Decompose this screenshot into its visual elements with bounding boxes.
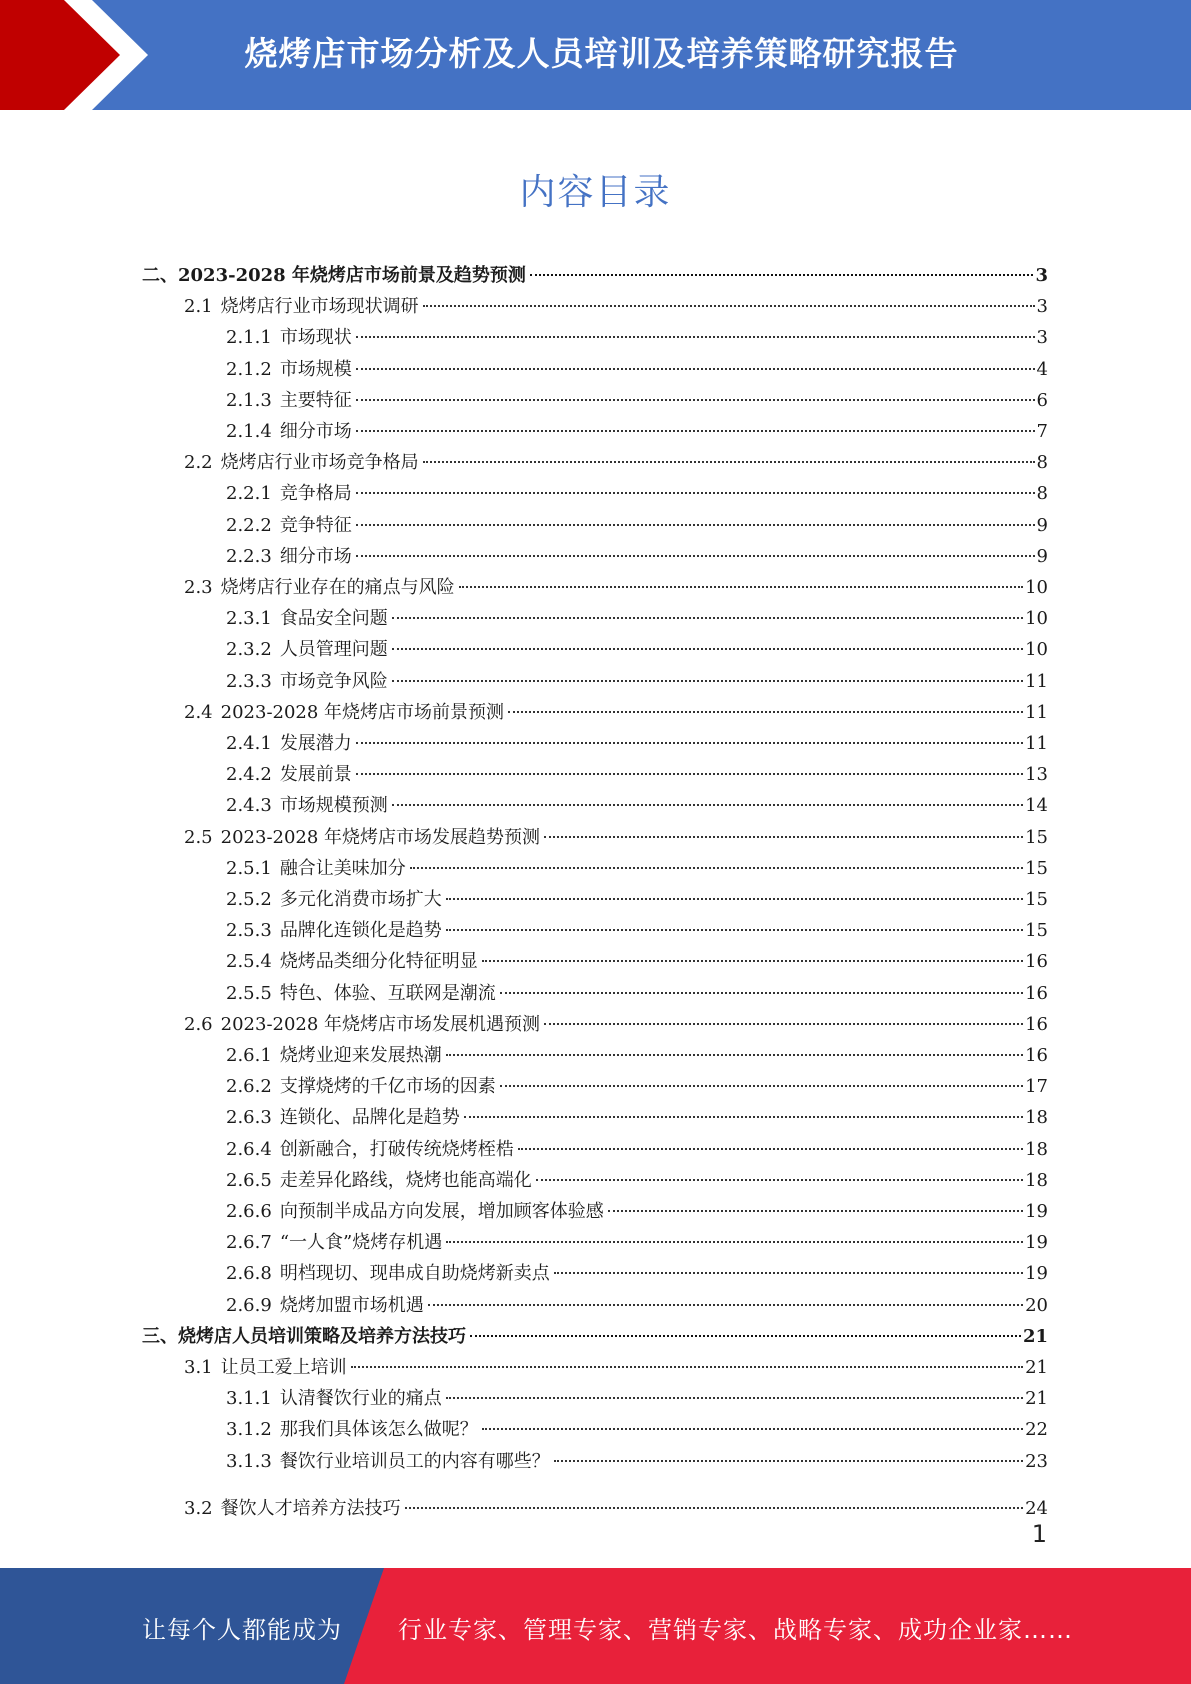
- toc-entry-page: 4: [1036, 359, 1048, 380]
- toc-entry-number: 3.1.3: [226, 1451, 272, 1472]
- toc-leader-dots: [482, 943, 1023, 967]
- toc-entry-number: 3.1: [184, 1357, 213, 1378]
- toc-entry-number: 2.1.2: [226, 359, 272, 380]
- toc-entry-page: 18: [1025, 1107, 1048, 1128]
- toc-entry-page: 16: [1025, 951, 1048, 972]
- toc-leader-dots: [459, 569, 1023, 593]
- toc-entry-page: 18: [1025, 1139, 1048, 1160]
- toc-entry-number: 2.5.2: [226, 889, 272, 910]
- toc-entry-number: 2.6.1: [226, 1045, 272, 1066]
- toc-entry-number: 2.3.1: [226, 608, 272, 629]
- toc-entry-number: 2.2.2: [226, 515, 272, 536]
- toc-entry-number: 2.2.3: [226, 546, 272, 567]
- toc-entry-title: 明档现切、现串成自助烧烤新卖点: [279, 1263, 550, 1284]
- toc-entry-title: 市场竞争风险: [279, 671, 388, 692]
- toc-entry[interactable]: [184, 288, 1048, 317]
- toc-entry-page: 16: [1025, 1045, 1048, 1066]
- toc-entry-title: 品牌化连锁化是趋势: [279, 920, 442, 941]
- toc-entry-number: 2.4.2: [226, 764, 272, 785]
- toc-entry-number: 2.4.3: [226, 795, 272, 816]
- toc-entry-title: 主要特征: [279, 390, 352, 411]
- toc-entry-page: 13: [1025, 764, 1048, 785]
- toc-entry[interactable]: [226, 912, 1048, 941]
- toc-entry-number: 2.5.1: [226, 858, 272, 879]
- toc-leader-dots: [544, 1006, 1023, 1030]
- toc-entry-number: 2.5.4: [226, 951, 272, 972]
- toc-title: 内容目录: [519, 172, 672, 213]
- toc-entry-number: 2.6.7: [226, 1232, 272, 1253]
- toc-entry[interactable]: [184, 444, 1048, 473]
- toc-leader-dots: [423, 288, 1035, 312]
- toc-entry[interactable]: [184, 819, 1048, 848]
- toc-entry[interactable]: [226, 319, 1048, 348]
- toc-entry[interactable]: [184, 694, 1048, 723]
- toc-entry-title: 2023-2028 年烧烤店市场前景及趋势预测: [178, 265, 526, 286]
- toc-leader-dots: [536, 1162, 1023, 1186]
- toc-entry-title: 发展前景: [279, 764, 352, 785]
- toc-entry-title: 烧烤店行业存在的痛点与风险: [220, 577, 455, 598]
- toc-entry-page: 10: [1025, 577, 1048, 598]
- toc-entry-number: 2.6.9: [226, 1295, 272, 1316]
- toc-leader-dots: [356, 507, 1035, 531]
- toc-entry-page: 17: [1025, 1076, 1048, 1097]
- toc-entry-title: 那我们具体该怎么做呢？: [279, 1419, 478, 1440]
- toc-entry[interactable]: [226, 1037, 1048, 1066]
- toc-entry-number: 2.1.3: [226, 390, 272, 411]
- toc-entry-number: 2.2.1: [226, 483, 272, 504]
- toc-entry[interactable]: [226, 1193, 1048, 1222]
- toc-leader-dots: [351, 1349, 1023, 1373]
- toc-leader-dots: [446, 1224, 1023, 1248]
- toc-entry-number: 2.6.8: [226, 1263, 272, 1284]
- toc-entry-page: 16: [1025, 1014, 1048, 1035]
- toc-leader-dots: [356, 538, 1035, 562]
- toc-entry-number: 2.6.5: [226, 1170, 272, 1191]
- toc-entry[interactable]: [184, 1006, 1048, 1035]
- toc-entry-title: 2023-2028 年烧烤店市场发展趋势预测: [220, 827, 541, 848]
- toc-leader-dots: [554, 1443, 1023, 1467]
- footer-banner: [0, 1568, 1191, 1684]
- toc-entry[interactable]: [184, 569, 1048, 598]
- toc-entry-page: 3: [1036, 296, 1048, 317]
- toc-entry-page: 19: [1025, 1201, 1048, 1222]
- toc-entry[interactable]: [226, 538, 1048, 567]
- toc-entry-number: 2.5: [184, 827, 213, 848]
- toc-entry-number: 2.4.1: [226, 733, 272, 754]
- toc-entry-number: 2.6.3: [226, 1107, 272, 1128]
- toc-leader-dots: [356, 725, 1023, 749]
- toc-entry[interactable]: [226, 1287, 1048, 1316]
- toc-entry-title: 市场现状: [279, 327, 352, 348]
- toc-entry-page: 20: [1025, 1295, 1048, 1316]
- toc-entry[interactable]: [226, 1380, 1048, 1409]
- toc-entry-title: 烧烤品类细分化特征明显: [279, 951, 478, 972]
- toc-entry[interactable]: [226, 756, 1048, 785]
- toc-entry-page: 21: [1025, 1357, 1048, 1378]
- toc-entry-page: 19: [1025, 1232, 1048, 1253]
- toc-entry-page: 22: [1025, 1419, 1048, 1440]
- toc-entry[interactable]: [226, 600, 1048, 629]
- toc-entry-page: 9: [1036, 546, 1048, 567]
- toc-entry-page: 24: [1025, 1498, 1048, 1519]
- toc-entry-title: 烧烤店人员培训策略及培养方法技巧: [178, 1326, 466, 1347]
- toc-entry-page: 11: [1025, 671, 1048, 692]
- toc-entry[interactable]: [226, 351, 1048, 380]
- report-title: 烧烤店市场分析及人员培训及培养策略研究报告: [244, 34, 959, 73]
- toc-entry-title: 2023-2028 年烧烤店市场发展机遇预测: [220, 1014, 541, 1035]
- toc-entry-title: 多元化消费市场扩大: [279, 889, 442, 910]
- toc-entry-page: 18: [1025, 1170, 1048, 1191]
- toc-entry-title: 2023-2028 年烧烤店市场前景预测: [220, 702, 505, 723]
- toc-entry-page: 14: [1025, 795, 1048, 816]
- toc-entry[interactable]: [226, 1068, 1048, 1097]
- toc-entry-number: 2.3: [184, 577, 213, 598]
- toc-entry[interactable]: [226, 507, 1048, 536]
- toc-entry[interactable]: [184, 1349, 1048, 1378]
- toc-entry[interactable]: [226, 1443, 1048, 1472]
- toc-entry-title: 餐饮行业培训员工的内容有哪些？: [279, 1451, 550, 1472]
- toc-entry-title: 向预制半成品方向发展，增加顾客体验感: [279, 1201, 604, 1222]
- toc-leader-dots: [392, 787, 1023, 811]
- toc-entry-page: 3: [1035, 265, 1048, 286]
- toc-entry-title: 烧烤加盟市场机遇: [279, 1295, 424, 1316]
- toc-entry-number: 3.1.1: [226, 1388, 272, 1409]
- toc-entry[interactable]: [142, 1318, 1048, 1347]
- toc-entry-page: 9: [1036, 515, 1048, 536]
- toc-entry-page: 23: [1025, 1451, 1048, 1472]
- toc-entry[interactable]: [226, 1131, 1048, 1160]
- toc-entry-page: 6: [1036, 390, 1048, 411]
- toc-leader-dots: [446, 1380, 1023, 1404]
- toc-entry-page: 7: [1036, 421, 1048, 442]
- toc-entry-number: 3.1.2: [226, 1419, 272, 1440]
- toc-entry-title: 市场规模: [279, 359, 352, 380]
- toc-entry[interactable]: [226, 943, 1048, 972]
- toc-entry-page: 21: [1025, 1388, 1048, 1409]
- toc-leader-dots: [464, 1099, 1023, 1123]
- toc-entry-number: 2.6.2: [226, 1076, 272, 1097]
- toc-leader-dots: [356, 319, 1035, 343]
- toc-entry[interactable]: [226, 725, 1048, 754]
- toc-leader-dots: [392, 663, 1023, 687]
- toc-entry-title: 市场规模预测: [279, 795, 388, 816]
- toc-leader-dots: [356, 351, 1035, 375]
- toc-entry-number: 2.5.3: [226, 920, 272, 941]
- toc-leader-dots: [356, 382, 1035, 406]
- toc-entry[interactable]: [226, 881, 1048, 910]
- toc-leader-dots: [356, 756, 1023, 780]
- toc-entry[interactable]: [226, 475, 1048, 504]
- toc-entry-title: 烧烤店行业市场竞争格局: [220, 452, 419, 473]
- toc-entry-title: 餐饮人才培养方法技巧: [220, 1498, 401, 1519]
- toc-entry-title: 竞争格局: [279, 483, 352, 504]
- toc-entry-title: 细分市场: [279, 421, 352, 442]
- toc-leader-dots: [508, 694, 1023, 718]
- toc-entry-title: 连锁化、品牌化是趋势: [279, 1107, 460, 1128]
- toc-entry-title: 发展潜力: [279, 733, 352, 754]
- toc-leader-dots: [356, 475, 1035, 499]
- toc-entry-number: 2.1.1: [226, 327, 272, 348]
- toc-entry-title: 融合让美味加分: [279, 858, 406, 879]
- footer-slogan-right: 行业专家、管理专家、营销专家、战略专家、成功企业家……: [398, 1616, 1073, 1644]
- toc-leader-dots: [500, 975, 1023, 999]
- page-number: 1: [1031, 1520, 1047, 1548]
- toc-leader-dots: [554, 1255, 1023, 1279]
- toc-entry-title: 走差异化路线，烧烤也能高端化: [279, 1170, 532, 1191]
- toc-entry[interactable]: [226, 631, 1048, 660]
- toc-entry-number: 2.4: [184, 702, 213, 723]
- toc-entry-number: 2.6.6: [226, 1201, 272, 1222]
- toc-leader-dots: [405, 1490, 1023, 1514]
- toc-entry-page: 15: [1025, 827, 1048, 848]
- toc-entry-page: 8: [1036, 483, 1048, 504]
- toc-entry-title: 特色、体验、互联网是潮流: [279, 983, 496, 1004]
- toc-entry[interactable]: [226, 850, 1048, 879]
- toc-entry[interactable]: [226, 1162, 1048, 1191]
- toc-leader-dots: [544, 819, 1023, 843]
- toc-entry[interactable]: [184, 1490, 1048, 1519]
- toc-entry-number: 2.3.2: [226, 639, 272, 660]
- toc-entry-number: 三、: [142, 1326, 178, 1347]
- toc-leader-dots: [482, 1411, 1023, 1435]
- toc-leader-dots: [446, 1037, 1023, 1061]
- toc-entry-number: 2.1.4: [226, 421, 272, 442]
- toc-entry[interactable]: [226, 1255, 1048, 1284]
- toc-entry-page: 3: [1036, 327, 1048, 348]
- toc-entry[interactable]: [226, 1099, 1048, 1128]
- toc-leader-dots: [428, 1287, 1023, 1311]
- toc-leader-dots: [392, 631, 1023, 655]
- toc-entry-page: 11: [1025, 702, 1048, 723]
- toc-entry-page: 15: [1025, 889, 1048, 910]
- toc-entry-title: 竞争特征: [279, 515, 352, 536]
- toc-entry-title: 人员管理问题: [279, 639, 388, 660]
- toc-entry-number: 3.2: [184, 1498, 213, 1519]
- footer-slogan-left: 让每个人都能成为: [142, 1616, 342, 1644]
- toc-entry[interactable]: [226, 382, 1048, 411]
- toc-entry-page: 11: [1025, 733, 1048, 754]
- toc-entry-title: 食品安全问题: [279, 608, 388, 629]
- toc-leader-dots: [392, 600, 1023, 624]
- toc-leader-dots: [356, 413, 1035, 437]
- toc-entry[interactable]: [142, 257, 1048, 286]
- toc-entry[interactable]: [226, 413, 1048, 442]
- toc-entry-title: 细分市场: [279, 546, 352, 567]
- toc-entry-number: 2.1: [184, 296, 213, 317]
- toc-entry-number: 2.6.4: [226, 1139, 272, 1160]
- header-banner: [0, 0, 1191, 110]
- toc-entry-title: 烧烤店行业市场现状调研: [220, 296, 419, 317]
- toc-entry[interactable]: [226, 787, 1048, 816]
- toc-entry-title: “一人食”烧烤存机遇: [279, 1232, 443, 1253]
- toc-entry-number: 2.2: [184, 452, 213, 473]
- toc-entry-title: 烧烤业迎来发展热潮: [279, 1045, 442, 1066]
- toc-leader-dots: [446, 881, 1023, 905]
- toc-entry-page: 8: [1036, 452, 1048, 473]
- toc-leader-dots: [470, 1318, 1021, 1342]
- toc-entry-title: 创新融合，打破传统烧烤桎梏: [279, 1139, 514, 1160]
- toc-entry-page: 21: [1022, 1326, 1048, 1347]
- toc-entry-number: 2.5.5: [226, 983, 272, 1004]
- toc-leader-dots: [446, 912, 1023, 936]
- toc-entry-number: 2.3.3: [226, 671, 272, 692]
- toc-entry-page: 15: [1025, 858, 1048, 879]
- toc-leader-dots: [500, 1068, 1023, 1092]
- toc-entry-title: 认清餐饮行业的痛点: [279, 1388, 442, 1409]
- toc-entry[interactable]: [226, 975, 1048, 1004]
- toc-entry-page: 15: [1025, 920, 1048, 941]
- toc-entry-page: 19: [1025, 1263, 1048, 1284]
- toc-entry[interactable]: [226, 1411, 1048, 1440]
- toc-entry-page: 10: [1025, 608, 1048, 629]
- toc-entry[interactable]: [226, 1224, 1048, 1253]
- toc-leader-dots: [608, 1193, 1023, 1217]
- toc-entry-page: 10: [1025, 639, 1048, 660]
- toc-entry[interactable]: [226, 663, 1048, 692]
- toc-entry-title: 让员工爱上培训: [220, 1357, 347, 1378]
- toc-leader-dots: [410, 850, 1023, 874]
- toc-entry-page: 16: [1025, 983, 1048, 1004]
- toc-leader-dots: [530, 257, 1034, 281]
- toc-entry-number: 2.6: [184, 1014, 213, 1035]
- toc-entry-title: 支撑烧烤的千亿市场的因素: [279, 1076, 496, 1097]
- toc-leader-dots: [518, 1131, 1023, 1155]
- toc-entry-number: 二、: [142, 265, 178, 286]
- toc-leader-dots: [423, 444, 1035, 468]
